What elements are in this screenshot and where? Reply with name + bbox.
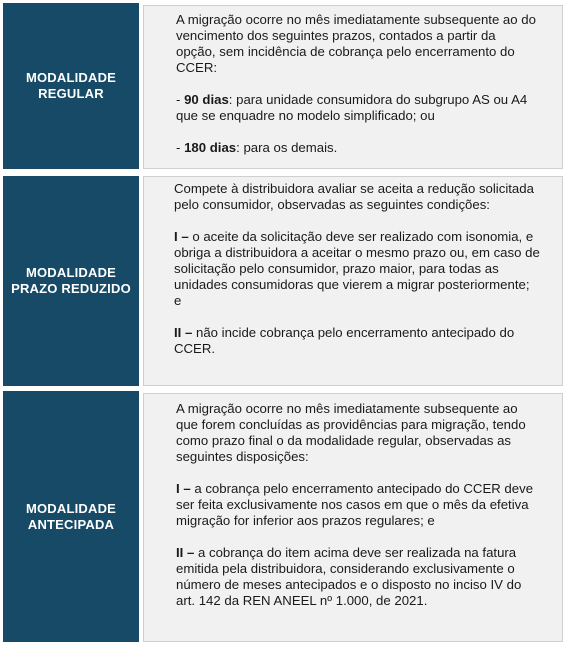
label-line-1: MODALIDADE [25,70,117,85]
label-modalidade-regular [3,3,139,169]
item-i: I – o aceite da solicitação deve ser realizado com isonomia, e obriga a distribuidora a aceitar o mesmo prazo ou, em caso de solicitação pelo consumidor, prazo maior, para todas as unidades consumidoras que vierem a migrar posteriormente; e [174,229,540,308]
item-i: I – a cobrança pelo encerramento antecipado do CCER deve ser feita exclusivamente nos casos em que o mês da efetiva migração for inferior aos prazos regulares; e [176,481,534,528]
label-line-2: REGULAR [38,86,104,101]
label-line-2: PRAZO REDUZIDO [11,281,131,296]
label-line-1: MODALIDADE [25,265,117,280]
item-90-dias: - 90 dias: para unidade consumidora do subgrupo AS ou A4 que se enquadre no modelo simplificado; ou [176,92,528,123]
label-modalidade-prazo-reduzido [3,176,139,386]
item-ii: II – não incide cobrança pelo encerramento antecipado do CCER. [174,325,515,356]
description-modalidade-antecipada [143,393,563,642]
description-modalidade-regular [143,5,563,169]
label-modalidade-antecipada [3,391,139,642]
item-180-dias: - 180 dias: para os demais. [176,140,338,155]
intro-text: Compete à distribuidora avaliar se aceita a redução solicitada pelo consumidor, observadas as seguintes condições: [174,181,534,212]
description-modalidade-prazo-reduzido [143,176,563,386]
label-line-1: MODALIDADE [25,500,117,516]
intro-text: A migração ocorre no mês imediatamente subsequente ao que forem concluídas as providências para migração, tendo como prazo final o da modalidade regular, observadas as seguintes disposições: [176,401,526,464]
label-line-2: ANTECIPADA [27,516,115,532]
item-ii: II – a cobrança do item acima deve ser realizada na fatura emitida pela distribuidora, considerando exclusivamente o número de meses antecipados e o disposto no inciso IV do art. 142 da REN ANEEL nº 1.000, de 2021. [176,545,522,608]
intro-text: A migração ocorre no mês imediatamente subsequente ao do vencimento dos seguintes prazos, contados a partir da opção, sem incidência de cobrança pelo encerramento do CCER: [176,12,536,75]
